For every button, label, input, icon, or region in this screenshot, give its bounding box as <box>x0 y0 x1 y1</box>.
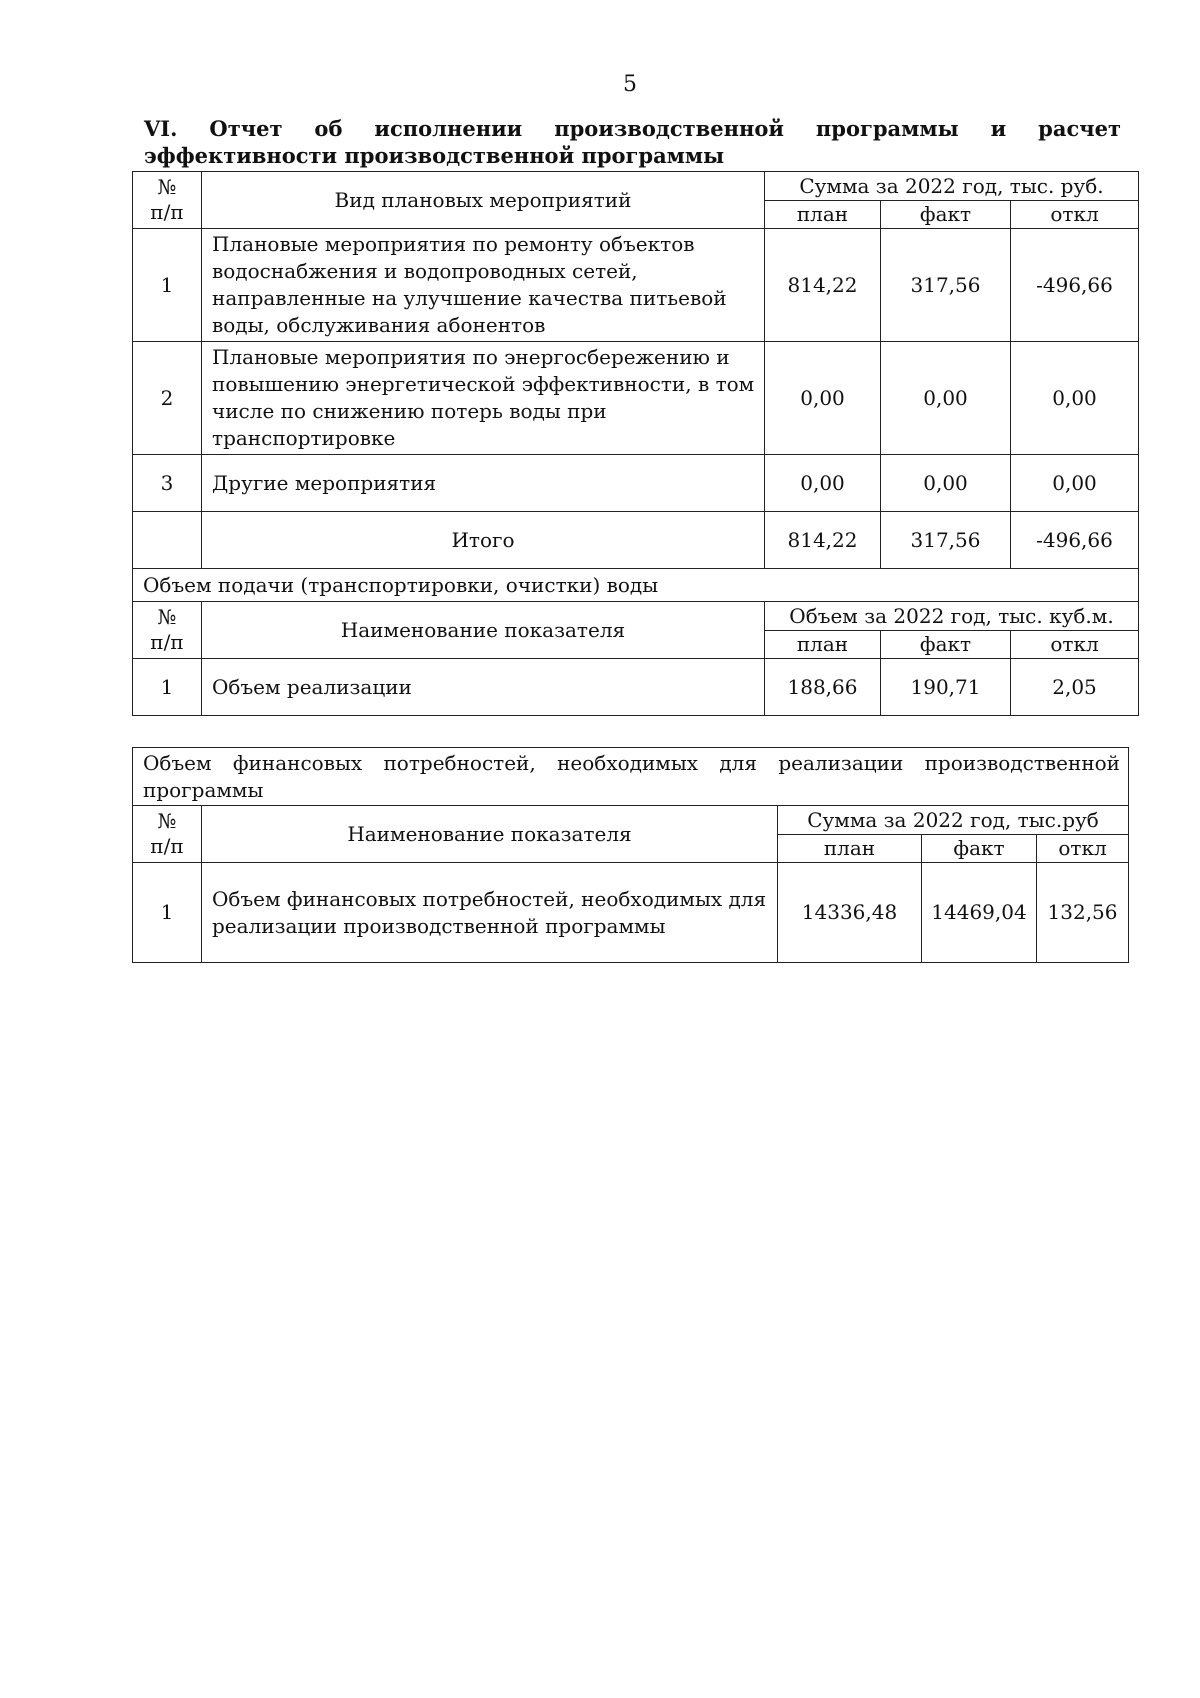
header-no: № п/п <box>133 172 202 229</box>
volume-header-plan: план <box>765 631 881 659</box>
row-fact: 14469,04 <box>922 863 1037 963</box>
header-fact: факт <box>881 201 1011 229</box>
row-plan: 14336,48 <box>778 863 922 963</box>
row-fact: 317,56 <box>881 229 1011 342</box>
row-fact: 0,00 <box>881 342 1011 455</box>
row-plan: 188,66 <box>765 659 881 716</box>
measures-table <box>132 171 1139 716</box>
total-no-empty <box>133 512 202 569</box>
volume-header-name: Наименование показателя <box>202 602 765 659</box>
table-row <box>133 342 1139 455</box>
total-deviation: -496,66 <box>1011 512 1139 569</box>
row-plan: 0,00 <box>765 342 881 455</box>
header-plan: план <box>765 201 881 229</box>
row-name: Объем финансовых потребностей, необходимых для реализации производственной программы <box>202 863 778 963</box>
volume-caption: Объем подачи (транспортировки, очистки) воды <box>133 569 1139 602</box>
row-no: 2 <box>133 342 202 455</box>
volume-header-deviation: откл <box>1011 631 1139 659</box>
table-row <box>133 659 1139 716</box>
financial-needs-table <box>132 747 1129 963</box>
row-fact: 0,00 <box>881 455 1011 512</box>
row-deviation: 2,05 <box>1011 659 1139 716</box>
row-no: 1 <box>133 863 202 963</box>
row-no: 3 <box>133 455 202 512</box>
row-deviation: 0,00 <box>1011 455 1139 512</box>
volume-header-no: № п/п <box>133 602 202 659</box>
row-fact: 190,71 <box>881 659 1011 716</box>
header-fact: факт <box>922 835 1037 863</box>
total-fact: 317,56 <box>881 512 1011 569</box>
row-no: 1 <box>133 659 202 716</box>
row-deviation: -496,66 <box>1011 229 1139 342</box>
row-name: Другие мероприятия <box>202 455 765 512</box>
row-name: Плановые мероприятия по энергосбережению и повышению энергетической эффективности, в том числе по снижению потерь воды при транспортировке <box>202 342 765 455</box>
row-name: Объем реализации <box>202 659 765 716</box>
page-number: 5 <box>623 72 637 97</box>
row-no: 1 <box>133 229 202 342</box>
volume-header-fact: факт <box>881 631 1011 659</box>
volume-header-sum: Объем за 2022 год, тыс. куб.м. <box>765 602 1139 631</box>
header-deviation: откл <box>1037 835 1129 863</box>
row-name: Плановые мероприятия по ремонту объектов водоснабжения и водопроводных сетей, направленные на улучшение качества питьевой воды, обслуживания абонентов <box>202 229 765 342</box>
header-indicator-name: Наименование показателя <box>202 806 778 863</box>
table-row <box>133 455 1139 512</box>
row-plan: 814,22 <box>765 229 881 342</box>
total-label: Итого <box>202 512 765 569</box>
header-no: № п/п <box>133 806 202 863</box>
header-sum: Сумма за 2022 год, тыс.руб <box>778 806 1129 835</box>
header-measure-type: Вид плановых мероприятий <box>202 172 765 229</box>
header-deviation: откл <box>1011 201 1139 229</box>
total-row <box>133 512 1139 569</box>
table-row <box>133 229 1139 342</box>
financial-caption: Объем финансовых потребностей, необходимых для реализации производственной программы <box>133 748 1129 806</box>
section-title: VI. Отчет об исполнении производственной программы и расчет эффективности производственной программы <box>144 116 1121 168</box>
table-row <box>133 863 1129 963</box>
header-plan: план <box>778 835 922 863</box>
row-deviation: 0,00 <box>1011 342 1139 455</box>
total-plan: 814,22 <box>765 512 881 569</box>
row-plan: 0,00 <box>765 455 881 512</box>
row-deviation: 132,56 <box>1037 863 1129 963</box>
header-sum: Сумма за 2022 год, тыс. руб. <box>765 172 1139 201</box>
